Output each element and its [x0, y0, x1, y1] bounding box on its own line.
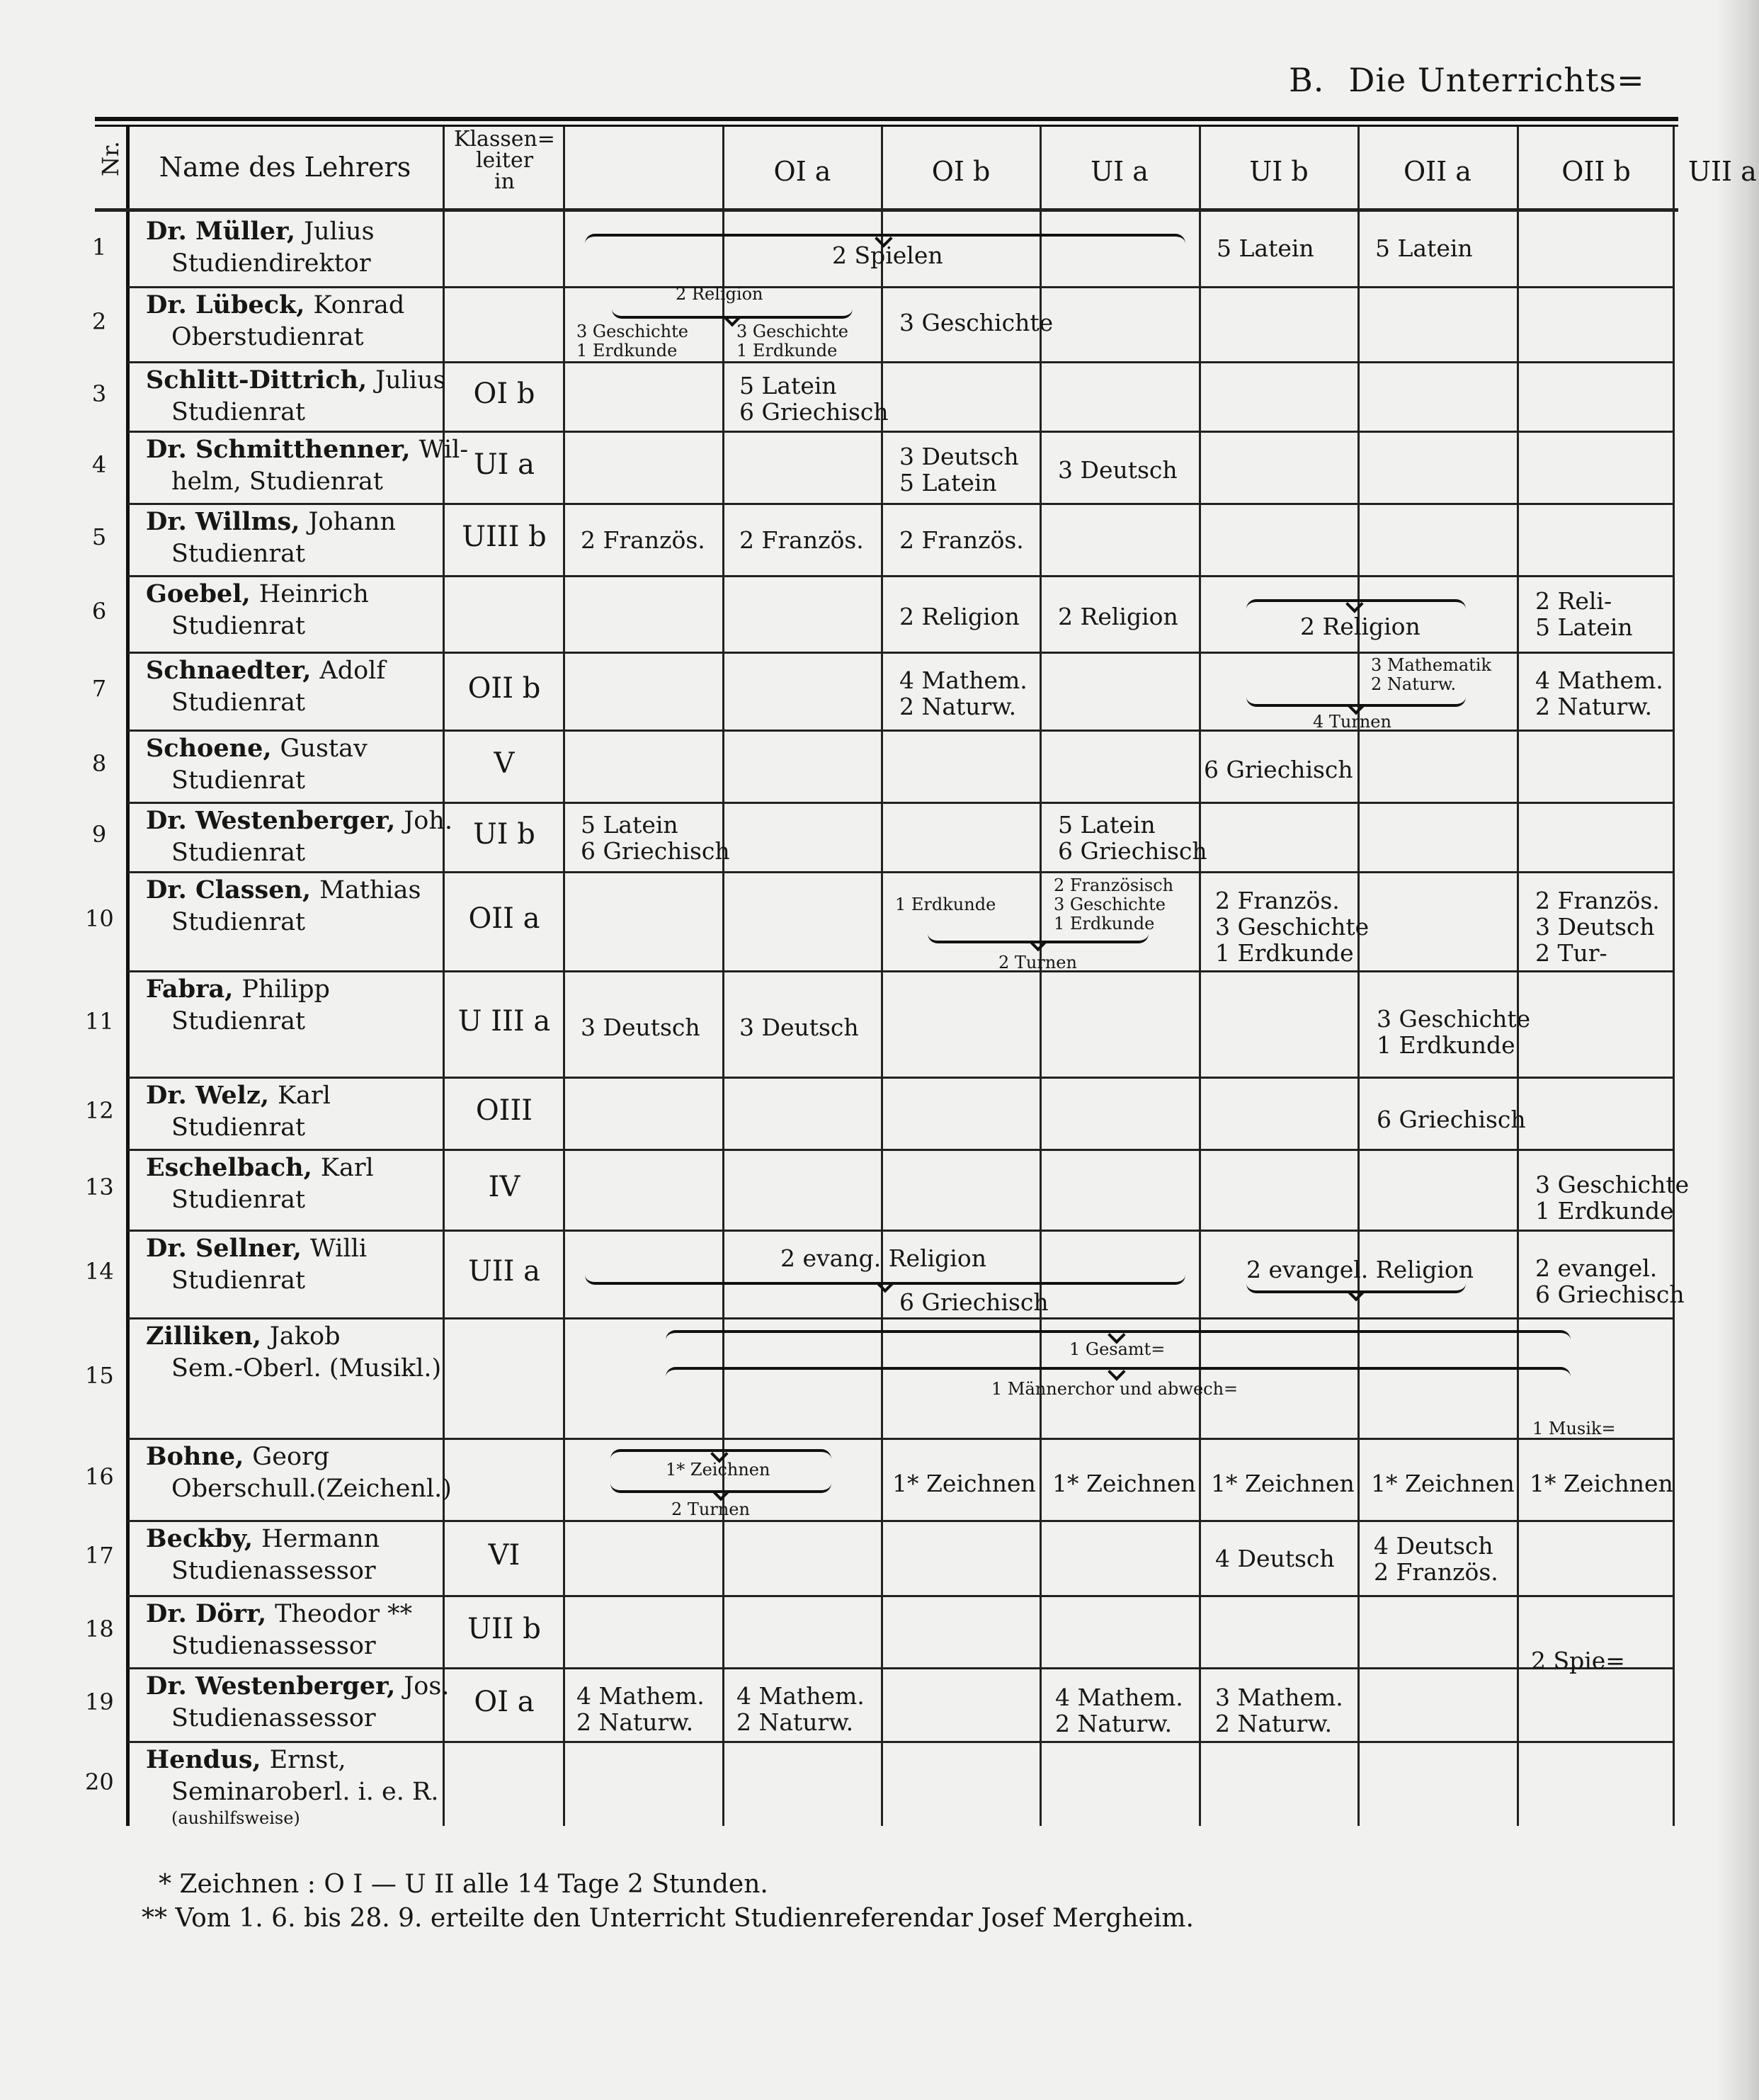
teacher-surname: Dr. Welz,	[146, 1081, 270, 1110]
teacher-surname: Dr. Sellner,	[146, 1234, 302, 1263]
klassenleiter-value: VI	[488, 1539, 520, 1572]
teacher-title: Studienrat	[171, 612, 306, 640]
row-separator	[127, 361, 1675, 363]
r2-oia-line1: 3 Geschichte	[576, 322, 688, 341]
brace-turnen-10	[928, 925, 1149, 943]
teacher-name	[146, 289, 404, 353]
r16-zeichnen-oi: 1* Zeichnen	[666, 1460, 770, 1480]
row-number: 6	[91, 598, 107, 625]
col-divider-uia	[1040, 126, 1042, 1826]
brace-turnen-7	[1246, 688, 1466, 707]
row-number: 12	[85, 1097, 114, 1124]
r14-uiia	[1535, 1255, 1685, 1307]
row-number: 1	[91, 234, 107, 261]
row-separator	[127, 652, 1675, 654]
row-number: 4	[91, 451, 107, 478]
r9-uib	[1058, 812, 1207, 864]
teacher-firstname: Julius	[304, 217, 375, 246]
r15-musik: 1 Musik=	[1532, 1419, 1616, 1438]
brace-religion	[612, 300, 853, 319]
r7-uia-line1: 4 Mathem.	[899, 666, 1027, 694]
r14-griech: 6 Griechisch	[899, 1288, 1049, 1316]
r3-oib-line1: 5 Latein	[739, 372, 837, 399]
header-name: Name des Lehrers	[159, 152, 411, 183]
teacher-title: Studienassessor	[171, 1704, 376, 1732]
r10-uib-line2: 3 Geschichte	[1054, 895, 1166, 914]
r10-uiia	[1535, 887, 1660, 966]
teacher-name	[146, 1598, 412, 1662]
teacher-firstname: Hermann	[261, 1525, 380, 1553]
header-nr: Nr.	[97, 141, 124, 176]
r2-oib	[736, 322, 848, 361]
teacher-surname: Hendus,	[146, 1745, 261, 1774]
r7-uia-line2: 2 Naturw.	[899, 693, 1017, 720]
r19-oib-line1: 4 Mathem.	[736, 1682, 865, 1710]
col-divider-oiib	[1517, 126, 1519, 1826]
teacher-name	[146, 1320, 441, 1385]
row-number: 16	[85, 1463, 114, 1490]
r13-uiia-line2: 1 Erdkunde	[1535, 1197, 1674, 1225]
teacher-firstname: Jakob	[269, 1322, 341, 1351]
row-separator	[127, 802, 1675, 804]
teacher-title: Oberschull.(Zeichenl.)	[171, 1475, 452, 1503]
teacher-firstname: Philipp	[241, 975, 330, 1004]
r13-uiia-line1: 3 Geschichte	[1535, 1171, 1690, 1198]
row-separator	[127, 1741, 1675, 1743]
klassenleiter-value: UIII b	[462, 521, 547, 553]
r9-oia-line2: 6 Griechisch	[581, 837, 730, 865]
r2-religion: 2 Religion	[676, 284, 763, 304]
row-separator	[127, 286, 1675, 288]
r5-uia: 2 Französ.	[899, 526, 1024, 554]
r9-oia-line1: 5 Latein	[581, 811, 678, 839]
col-divider-uib	[1199, 126, 1201, 1826]
r9-oia	[581, 812, 730, 864]
row-separator	[127, 1149, 1675, 1151]
row-separator	[127, 1438, 1675, 1440]
brace-turnen-16	[610, 1475, 831, 1493]
r1-spielen: 2 Spielen	[832, 242, 943, 269]
r10-uiia-line1: 2 Französ.	[1535, 887, 1660, 914]
row-number: 20	[85, 1769, 114, 1795]
r10-turnen: 2 Turnen	[998, 953, 1077, 972]
r5-oib: 2 Französ.	[739, 526, 864, 554]
row-number: 2	[91, 308, 107, 335]
teacher-firstname: Joh.	[404, 807, 453, 835]
brace-evangel-oii	[1246, 1275, 1466, 1293]
row-separator	[127, 1317, 1675, 1319]
klassenleiter-value: OII b	[467, 672, 541, 705]
teacher-surname: Dr. Schmitthenner,	[146, 435, 411, 464]
footnote-1: * Zeichnen : O I — U II alle 14 Tage 2 Stunden.	[159, 1870, 768, 1899]
teacher-surname: Goebel,	[146, 579, 251, 608]
row-number: 10	[85, 905, 114, 932]
r4-uib: 3 Deutsch	[1058, 456, 1178, 484]
r16-oiib: 1* Zeichnen	[1371, 1470, 1515, 1497]
r15-gesamt: 1 Gesamt=	[1069, 1339, 1166, 1359]
r6-oii: 2 Religion	[1300, 613, 1421, 640]
r19-oiia-line2: 2 Naturw.	[1215, 1710, 1333, 1737]
row-separator	[127, 575, 1675, 577]
r19-oiia	[1215, 1684, 1343, 1737]
header-class-oiia: OII a	[1404, 156, 1471, 187]
teacher-title: Studienrat	[171, 688, 306, 717]
r3-oib	[739, 373, 889, 425]
teacher-firstname: Mathias	[319, 876, 421, 904]
page-spine	[1717, 0, 1759, 2100]
r15-maenner: 1 Männerchor und abwech=	[991, 1379, 1239, 1399]
col-divider-oia	[722, 126, 724, 1826]
r19-oib	[736, 1683, 865, 1735]
teacher-title: Studienrat	[171, 1113, 306, 1142]
r16-turnen: 2 Turnen	[671, 1499, 750, 1519]
teacher-title: helm, Studienrat	[171, 467, 383, 496]
r17-oiia: 4 Deutsch	[1215, 1545, 1335, 1572]
r7-uia	[899, 667, 1027, 720]
row-separator	[127, 503, 1675, 505]
r16-uiia: 1* Zeichnen	[1530, 1470, 1673, 1497]
row-number: 7	[91, 675, 107, 702]
teacher-title: Studienrat	[171, 766, 306, 795]
r6-uia: 2 Religion	[899, 603, 1020, 630]
teacher-name	[146, 874, 421, 938]
r7-uiia	[1535, 667, 1663, 720]
teacher-name	[146, 433, 468, 498]
teacher-title: Studienrat	[171, 540, 306, 568]
teacher-name	[146, 973, 330, 1038]
teacher-firstname: Konrad	[313, 291, 405, 319]
r4-uia	[899, 443, 1019, 496]
klassenleiter-value: OI a	[474, 1686, 535, 1718]
teacher-surname: Dr. Müller,	[146, 217, 296, 246]
teacher-name	[146, 805, 452, 869]
r13-uiia	[1535, 1171, 1689, 1224]
r17-oiib-line2: 2 Französ.	[1374, 1558, 1498, 1586]
row-number: 19	[85, 1688, 114, 1715]
teacher-surname: Beckby,	[146, 1524, 254, 1553]
teacher-firstname: Georg	[252, 1443, 330, 1471]
teacher-firstname: Theodor **	[275, 1600, 413, 1628]
teacher-name	[146, 1441, 452, 1505]
r19-uib-line1: 4 Mathem.	[1055, 1684, 1183, 1711]
brace-evang-rel	[585, 1266, 1185, 1285]
r7-oiib-line2: 2 Naturw.	[1371, 674, 1457, 694]
klassenleiter-value: U III a	[457, 1005, 551, 1038]
r10-uiia-line3: 2 Tur-	[1535, 939, 1607, 967]
teacher-note: (aushilfsweise)	[171, 1808, 300, 1828]
klassenleiter-value: UII b	[467, 1613, 541, 1645]
teacher-title: Studienrat	[171, 839, 306, 867]
klassenleiter-value: OIII	[475, 1094, 533, 1127]
r17-oiib	[1374, 1533, 1498, 1585]
row-separator	[127, 1595, 1675, 1597]
teacher-title: Studienrat	[171, 1186, 306, 1214]
r10-oiia	[1215, 887, 1369, 966]
teacher-firstname: Gustav	[280, 734, 368, 763]
r11-oiib	[1377, 1006, 1530, 1058]
r5-oia: 2 Französ.	[581, 526, 705, 554]
row-number: 15	[85, 1362, 114, 1389]
teacher-name	[146, 1079, 331, 1144]
teacher-firstname: Jos.	[404, 1672, 450, 1701]
row-separator	[127, 431, 1675, 433]
r10-oiia-line1: 2 Französ.	[1215, 887, 1340, 914]
r6-uiia-line2: 5 Latein	[1535, 613, 1633, 641]
top-rule	[95, 117, 1678, 121]
r6-uiia-line1: 2 Reli-	[1535, 587, 1612, 615]
klassenleiter-value: IV	[488, 1171, 520, 1203]
page-heading	[1289, 61, 1669, 99]
r10-oiia-line2: 3 Geschichte	[1215, 913, 1370, 941]
teacher-surname: Fabra,	[146, 975, 234, 1004]
teacher-title: Studiendirektor	[171, 249, 371, 278]
header-class-oia: OI a	[773, 156, 831, 187]
teacher-name	[146, 215, 375, 280]
heading-letter: B.	[1289, 61, 1325, 99]
teacher-surname: Dr. Classen,	[146, 875, 312, 904]
r9-uib-line1: 5 Latein	[1058, 811, 1156, 839]
klassenleiter-value: V	[494, 747, 515, 780]
teacher-title: Studienassessor	[171, 1557, 376, 1585]
r6-uiia	[1535, 588, 1633, 640]
row-number: 8	[91, 750, 107, 777]
teacher-title: Studienrat	[171, 1007, 306, 1035]
klassenleiter-value: OI b	[473, 378, 535, 410]
header-class-oiib: OII b	[1561, 156, 1631, 187]
col-divider-oiia	[1357, 126, 1360, 1826]
header-class-uia: UI a	[1091, 156, 1149, 187]
col-divider-nr	[126, 126, 130, 1826]
r19-oib-line2: 2 Naturw.	[736, 1708, 854, 1736]
teacher-surname: Schoene,	[146, 734, 272, 763]
row-number: 14	[85, 1258, 114, 1285]
col-divider-right	[1673, 126, 1675, 1826]
teacher-name	[146, 732, 368, 797]
r2-oib-line2: 1 Erdkunde	[736, 341, 838, 361]
row-separator	[127, 1077, 1675, 1079]
header-rule	[95, 208, 1678, 212]
r11-oiib-line1: 3 Geschichte	[1377, 1005, 1531, 1033]
teacher-name	[146, 1670, 449, 1735]
header-class-uiia: UII a	[1688, 156, 1757, 187]
teacher-name	[146, 578, 369, 642]
r2-uia: 3 Geschichte	[899, 309, 1054, 336]
teacher-name	[146, 654, 385, 719]
teacher-firstname: Karl	[320, 1154, 374, 1182]
header-class-oib: OI b	[931, 156, 991, 187]
row-number: 3	[91, 380, 107, 407]
teacher-surname: Dr. Lübeck,	[146, 290, 305, 319]
row-separator	[127, 871, 1675, 873]
header-klassenleiter	[446, 129, 563, 193]
row-separator	[127, 1667, 1675, 1669]
row-separator	[127, 730, 1675, 732]
r7-turnen: 4 Turnen	[1313, 712, 1391, 732]
header-kl-line1: Klassen=	[454, 127, 555, 152]
teacher-surname: Schnaedter,	[146, 656, 312, 685]
row-separator	[127, 1230, 1675, 1232]
row-number: 5	[91, 523, 107, 550]
teacher-name	[146, 1523, 380, 1587]
header-kl-line3: in	[494, 169, 515, 194]
row-number: 17	[85, 1542, 114, 1569]
r14-oii: 2 evangel. Religion	[1246, 1256, 1474, 1283]
klassenleiter-value: UII a	[468, 1255, 540, 1288]
teacher-title: Studienrat	[171, 1266, 306, 1295]
r14-uiia-line1: 2 evangel.	[1535, 1254, 1658, 1282]
row-number: 18	[85, 1616, 114, 1642]
teacher-name	[146, 364, 446, 428]
teacher-title: Studienassessor	[171, 1632, 376, 1660]
r18-uiia: 2 Spie=	[1531, 1647, 1625, 1674]
top-rule-thin	[95, 125, 1678, 127]
header-class-uib: UI b	[1249, 156, 1309, 187]
teacher-title: Seminaroberl. i. e. R.	[171, 1778, 439, 1806]
r19-oia	[576, 1683, 705, 1735]
klassenleiter-value: OII a	[468, 902, 540, 935]
teacher-surname: Dr. Westenberger,	[146, 806, 396, 835]
r19-uib	[1055, 1684, 1183, 1737]
teacher-firstname: Johann	[308, 508, 397, 536]
row-number: 9	[91, 821, 107, 848]
teacher-surname: Schlitt-Dittrich,	[146, 365, 368, 395]
teacher-name	[146, 1744, 438, 1828]
teacher-surname: Dr. Dörr,	[146, 1599, 267, 1628]
teacher-surname: Zilliken,	[146, 1322, 261, 1351]
teacher-title: Sem.-Oberl. (Musikl.)	[171, 1354, 442, 1383]
klassenleiter-value: UI b	[473, 818, 535, 851]
r14-uiia-line2: 6 Griechisch	[1535, 1281, 1685, 1308]
row-number: 13	[85, 1174, 114, 1201]
r10-uib-line3: 1 Erdkunde	[1054, 914, 1155, 933]
teacher-title: Studienrat	[171, 398, 306, 426]
r10-uib-line1: 2 Französisch	[1054, 875, 1174, 895]
teacher-firstname: Adolf	[319, 657, 386, 685]
col-divider-kl	[563, 126, 565, 1826]
r4-uia-line1: 3 Deutsch	[899, 443, 1019, 470]
heading-title: Die Unterrichts=	[1348, 61, 1645, 99]
r16-oiia: 1* Zeichnen	[1211, 1470, 1355, 1497]
r17-oiib-line1: 4 Deutsch	[1374, 1532, 1493, 1560]
r3-oib-line2: 6 Griechisch	[739, 398, 889, 426]
teacher-firstname: Heinrich	[258, 580, 369, 608]
r14-rel: 2 evang. Religion	[780, 1244, 986, 1272]
r9-uib-line2: 6 Griechisch	[1058, 837, 1207, 865]
r7-oiib-line1: 3 Mathematik	[1371, 655, 1492, 675]
r19-oia-line2: 2 Naturw.	[576, 1708, 694, 1736]
teacher-firstname: Willi	[309, 1235, 368, 1263]
row-number: 11	[85, 1008, 114, 1035]
r2-oia-line2: 1 Erdkunde	[576, 341, 678, 361]
teacher-surname: Bohne,	[146, 1442, 244, 1471]
teacher-firstname: Karl	[278, 1082, 331, 1110]
r19-oiia-line1: 3 Mathem.	[1215, 1684, 1343, 1711]
r1-oiib: 5 Latein	[1375, 234, 1473, 262]
r11-oiib-line2: 1 Erdkunde	[1377, 1031, 1515, 1059]
teacher-surname: Dr. Willms,	[146, 507, 300, 536]
r1-oiia: 5 Latein	[1217, 234, 1314, 262]
teacher-title: Studienrat	[171, 908, 306, 936]
r2-oib-line1: 3 Geschichte	[736, 322, 848, 341]
r16-uib: 1* Zeichnen	[1052, 1470, 1196, 1497]
r19-uib-line2: 2 Naturw.	[1055, 1710, 1173, 1737]
teacher-firstname: Ernst,	[269, 1746, 346, 1774]
r7-uiia-line2: 2 Naturw.	[1535, 693, 1653, 720]
r11-oia: 3 Deutsch	[581, 1014, 700, 1041]
r8-oiia: 6 Griechisch	[1204, 756, 1353, 783]
r16-uia: 1* Zeichnen	[892, 1470, 1036, 1497]
header-kl-line2: leiter	[475, 148, 534, 173]
r7-uiia-line1: 4 Mathem.	[1535, 666, 1663, 694]
r19-oia-line1: 4 Mathem.	[576, 1682, 705, 1710]
r12-oiib: 6 Griechisch	[1377, 1106, 1526, 1133]
r6-uib: 2 Religion	[1058, 603, 1178, 630]
teacher-firstname: Wil-	[419, 436, 469, 464]
teacher-name	[146, 1232, 367, 1297]
row-separator	[127, 1520, 1675, 1522]
row-separator	[127, 970, 1675, 972]
teacher-name	[146, 506, 396, 570]
teacher-name	[146, 1152, 374, 1216]
r10-uiia-line2: 3 Deutsch	[1535, 913, 1655, 941]
teacher-surname: Dr. Westenberger,	[146, 1672, 396, 1701]
r4-uia-line2: 5 Latein	[899, 469, 997, 496]
klassenleiter-value: UI a	[473, 448, 535, 481]
r10-uia: 1 Erdkunde	[895, 895, 996, 914]
r10-oiia-line3: 1 Erdkunde	[1215, 939, 1354, 967]
r11-oib: 3 Deutsch	[739, 1014, 859, 1041]
teacher-firstname: Julius	[375, 366, 446, 395]
footnote-2: ** Vom 1. 6. bis 28. 9. erteilte den Unterricht Studienreferendar Josef Mergheim.	[142, 1904, 1194, 1933]
teacher-title: Oberstudienrat	[171, 323, 364, 351]
teacher-surname: Eschelbach,	[146, 1153, 312, 1182]
r2-oia	[576, 322, 688, 361]
